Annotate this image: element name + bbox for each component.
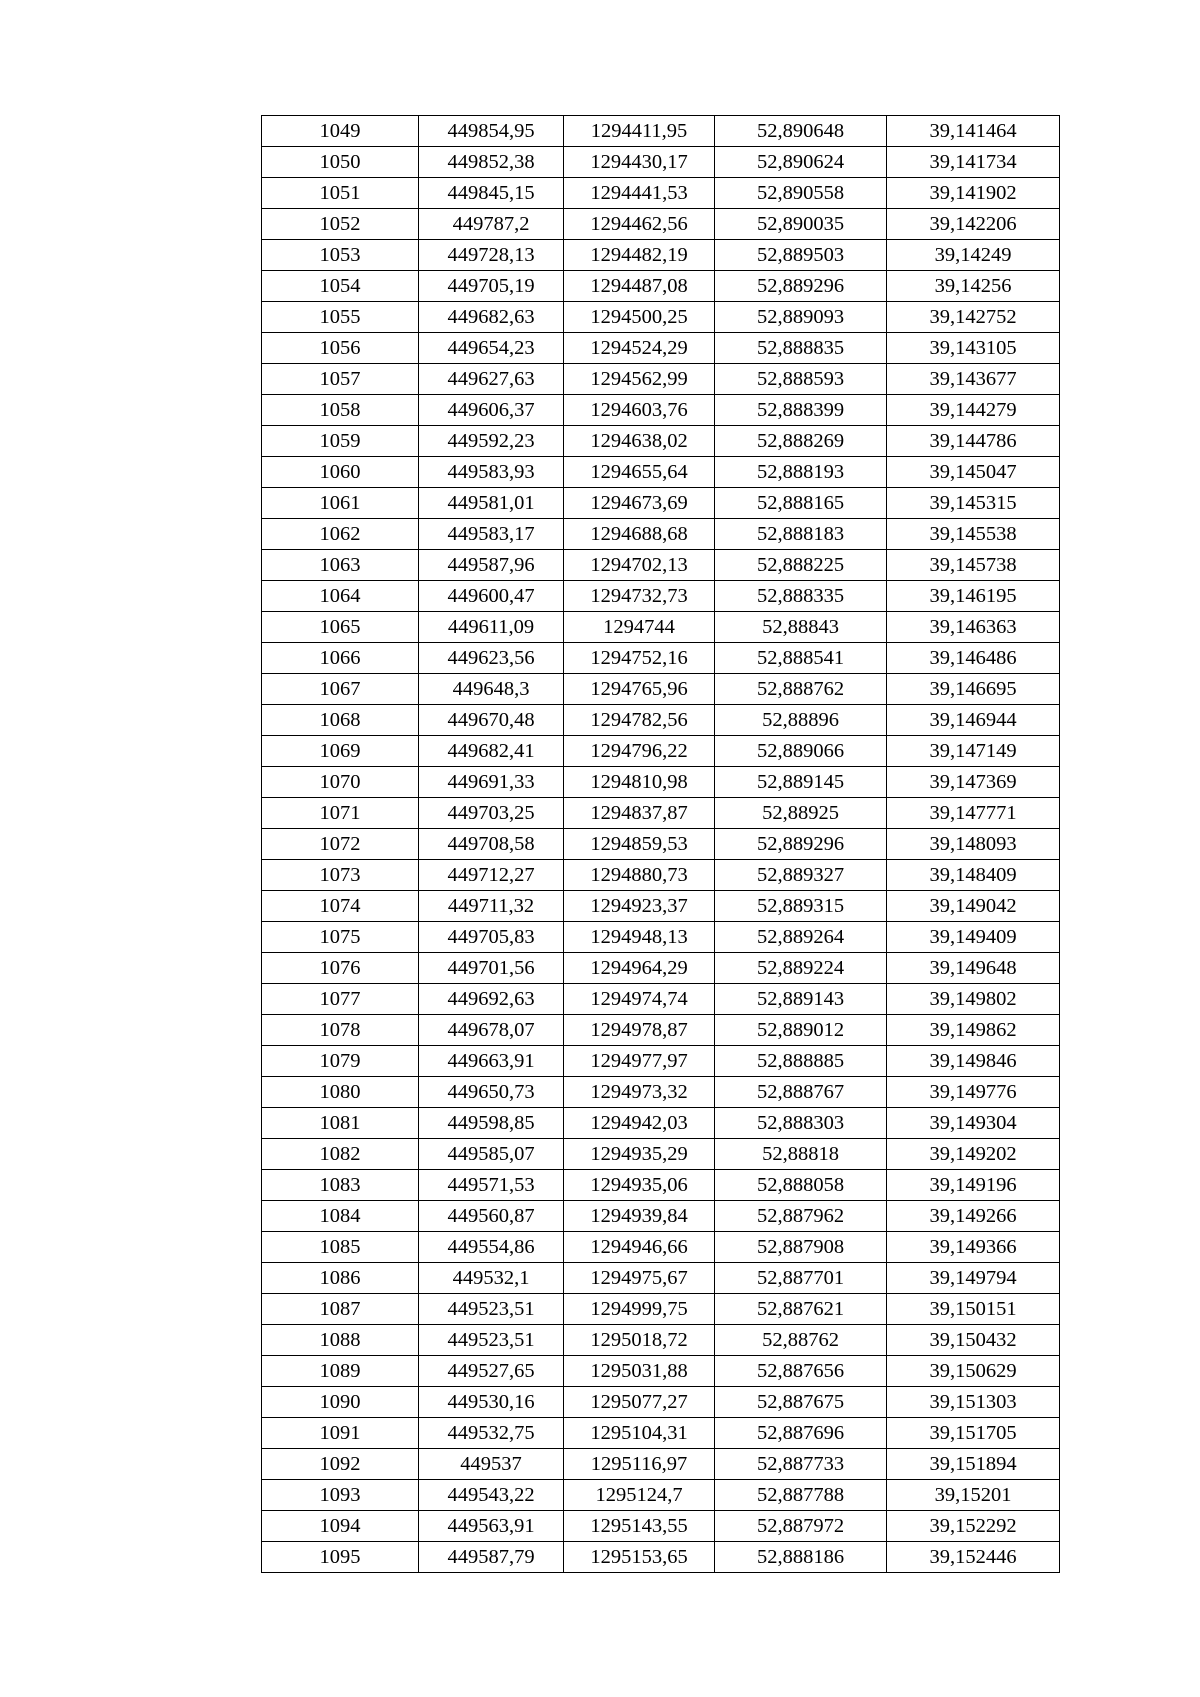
point-number-cell: 1092 xyxy=(262,1449,419,1480)
table-row xyxy=(262,178,1060,209)
point-number-cell: 1094 xyxy=(262,1511,419,1542)
y-coordinate-cell: 1294441,53 xyxy=(564,178,715,209)
x-coordinate-cell: 449678,07 xyxy=(419,1015,564,1046)
x-coordinate-cell: 449670,48 xyxy=(419,705,564,736)
point-number-cell: 1079 xyxy=(262,1046,419,1077)
latitude-cell: 52,889296 xyxy=(715,271,887,302)
y-coordinate-cell: 1294487,08 xyxy=(564,271,715,302)
x-coordinate-cell: 449543,22 xyxy=(419,1480,564,1511)
y-coordinate-cell: 1294688,68 xyxy=(564,519,715,550)
latitude-cell: 52,888193 xyxy=(715,457,887,488)
x-coordinate-cell: 449845,15 xyxy=(419,178,564,209)
x-coordinate-cell: 449708,58 xyxy=(419,829,564,860)
longitude-cell: 39,145538 xyxy=(887,519,1060,550)
longitude-cell: 39,141734 xyxy=(887,147,1060,178)
table-row xyxy=(262,1418,1060,1449)
latitude-cell: 52,890624 xyxy=(715,147,887,178)
x-coordinate-cell: 449583,93 xyxy=(419,457,564,488)
y-coordinate-cell: 1294964,29 xyxy=(564,953,715,984)
point-number-cell: 1057 xyxy=(262,364,419,395)
table-row xyxy=(262,1480,1060,1511)
latitude-cell: 52,888335 xyxy=(715,581,887,612)
y-coordinate-cell: 1294946,66 xyxy=(564,1232,715,1263)
latitude-cell: 52,888186 xyxy=(715,1542,887,1573)
latitude-cell: 52,88843 xyxy=(715,612,887,643)
x-coordinate-cell: 449682,63 xyxy=(419,302,564,333)
longitude-cell: 39,14249 xyxy=(887,240,1060,271)
table-row xyxy=(262,147,1060,178)
point-number-cell: 1059 xyxy=(262,426,419,457)
latitude-cell: 52,887962 xyxy=(715,1201,887,1232)
longitude-cell: 39,145315 xyxy=(887,488,1060,519)
y-coordinate-cell: 1294974,74 xyxy=(564,984,715,1015)
x-coordinate-cell: 449611,09 xyxy=(419,612,564,643)
y-coordinate-cell: 1294978,87 xyxy=(564,1015,715,1046)
latitude-cell: 52,88818 xyxy=(715,1139,887,1170)
longitude-cell: 39,146486 xyxy=(887,643,1060,674)
table-row xyxy=(262,1449,1060,1480)
y-coordinate-cell: 1294837,87 xyxy=(564,798,715,829)
table-row xyxy=(262,581,1060,612)
latitude-cell: 52,88896 xyxy=(715,705,887,736)
table-row xyxy=(262,488,1060,519)
longitude-cell: 39,146363 xyxy=(887,612,1060,643)
x-coordinate-cell: 449587,79 xyxy=(419,1542,564,1573)
y-coordinate-cell: 1294482,19 xyxy=(564,240,715,271)
point-number-cell: 1064 xyxy=(262,581,419,612)
table-row xyxy=(262,426,1060,457)
latitude-cell: 52,889327 xyxy=(715,860,887,891)
longitude-cell: 39,149409 xyxy=(887,922,1060,953)
x-coordinate-cell: 449787,2 xyxy=(419,209,564,240)
y-coordinate-cell: 1294603,76 xyxy=(564,395,715,426)
y-coordinate-cell: 1294948,13 xyxy=(564,922,715,953)
y-coordinate-cell: 1294935,06 xyxy=(564,1170,715,1201)
table-row xyxy=(262,1046,1060,1077)
point-number-cell: 1052 xyxy=(262,209,419,240)
latitude-cell: 52,889012 xyxy=(715,1015,887,1046)
longitude-cell: 39,149648 xyxy=(887,953,1060,984)
y-coordinate-cell: 1294977,97 xyxy=(564,1046,715,1077)
y-coordinate-cell: 1295143,55 xyxy=(564,1511,715,1542)
table-row xyxy=(262,891,1060,922)
longitude-cell: 39,152446 xyxy=(887,1542,1060,1573)
point-number-cell: 1062 xyxy=(262,519,419,550)
latitude-cell: 52,888767 xyxy=(715,1077,887,1108)
longitude-cell: 39,143677 xyxy=(887,364,1060,395)
latitude-cell: 52,888399 xyxy=(715,395,887,426)
point-number-cell: 1089 xyxy=(262,1356,419,1387)
longitude-cell: 39,145738 xyxy=(887,550,1060,581)
x-coordinate-cell: 449537 xyxy=(419,1449,564,1480)
point-number-cell: 1055 xyxy=(262,302,419,333)
x-coordinate-cell: 449648,3 xyxy=(419,674,564,705)
x-coordinate-cell: 449712,27 xyxy=(419,860,564,891)
longitude-cell: 39,144786 xyxy=(887,426,1060,457)
y-coordinate-cell: 1294562,99 xyxy=(564,364,715,395)
latitude-cell: 52,887621 xyxy=(715,1294,887,1325)
latitude-cell: 52,887701 xyxy=(715,1263,887,1294)
latitude-cell: 52,887733 xyxy=(715,1449,887,1480)
latitude-cell: 52,889093 xyxy=(715,302,887,333)
x-coordinate-cell: 449691,33 xyxy=(419,767,564,798)
table-row xyxy=(262,1325,1060,1356)
latitude-cell: 52,888835 xyxy=(715,333,887,364)
point-number-cell: 1090 xyxy=(262,1387,419,1418)
table-row xyxy=(262,519,1060,550)
latitude-cell: 52,888183 xyxy=(715,519,887,550)
latitude-cell: 52,88925 xyxy=(715,798,887,829)
longitude-cell: 39,149366 xyxy=(887,1232,1060,1263)
longitude-cell: 39,149304 xyxy=(887,1108,1060,1139)
y-coordinate-cell: 1295104,31 xyxy=(564,1418,715,1449)
point-number-cell: 1083 xyxy=(262,1170,419,1201)
x-coordinate-cell: 449583,17 xyxy=(419,519,564,550)
longitude-cell: 39,146195 xyxy=(887,581,1060,612)
point-number-cell: 1051 xyxy=(262,178,419,209)
table-row xyxy=(262,1201,1060,1232)
point-number-cell: 1058 xyxy=(262,395,419,426)
y-coordinate-cell: 1295153,65 xyxy=(564,1542,715,1573)
y-coordinate-cell: 1294859,53 xyxy=(564,829,715,860)
latitude-cell: 52,888541 xyxy=(715,643,887,674)
table-row xyxy=(262,1542,1060,1573)
coordinates-table xyxy=(261,115,1060,1573)
longitude-cell: 39,149794 xyxy=(887,1263,1060,1294)
y-coordinate-cell: 1295077,27 xyxy=(564,1387,715,1418)
point-number-cell: 1095 xyxy=(262,1542,419,1573)
latitude-cell: 52,888885 xyxy=(715,1046,887,1077)
y-coordinate-cell: 1294975,67 xyxy=(564,1263,715,1294)
latitude-cell: 52,88762 xyxy=(715,1325,887,1356)
y-coordinate-cell: 1294880,73 xyxy=(564,860,715,891)
latitude-cell: 52,887656 xyxy=(715,1356,887,1387)
latitude-cell: 52,888303 xyxy=(715,1108,887,1139)
y-coordinate-cell: 1294796,22 xyxy=(564,736,715,767)
table-row xyxy=(262,705,1060,736)
y-coordinate-cell: 1295124,7 xyxy=(564,1480,715,1511)
x-coordinate-cell: 449600,47 xyxy=(419,581,564,612)
longitude-cell: 39,149776 xyxy=(887,1077,1060,1108)
table-row xyxy=(262,860,1060,891)
latitude-cell: 52,889066 xyxy=(715,736,887,767)
longitude-cell: 39,146695 xyxy=(887,674,1060,705)
table-row xyxy=(262,612,1060,643)
longitude-cell: 39,149202 xyxy=(887,1139,1060,1170)
x-coordinate-cell: 449532,1 xyxy=(419,1263,564,1294)
point-number-cell: 1065 xyxy=(262,612,419,643)
latitude-cell: 52,890035 xyxy=(715,209,887,240)
x-coordinate-cell: 449703,25 xyxy=(419,798,564,829)
longitude-cell: 39,14256 xyxy=(887,271,1060,302)
point-number-cell: 1086 xyxy=(262,1263,419,1294)
y-coordinate-cell: 1294524,29 xyxy=(564,333,715,364)
y-coordinate-cell: 1294411,95 xyxy=(564,116,715,147)
longitude-cell: 39,141902 xyxy=(887,178,1060,209)
x-coordinate-cell: 449530,16 xyxy=(419,1387,564,1418)
table-row xyxy=(262,1263,1060,1294)
point-number-cell: 1093 xyxy=(262,1480,419,1511)
y-coordinate-cell: 1294923,37 xyxy=(564,891,715,922)
x-coordinate-cell: 449682,41 xyxy=(419,736,564,767)
x-coordinate-cell: 449692,63 xyxy=(419,984,564,1015)
latitude-cell: 52,888269 xyxy=(715,426,887,457)
y-coordinate-cell: 1294655,64 xyxy=(564,457,715,488)
latitude-cell: 52,888593 xyxy=(715,364,887,395)
point-number-cell: 1074 xyxy=(262,891,419,922)
x-coordinate-cell: 449705,19 xyxy=(419,271,564,302)
latitude-cell: 52,889264 xyxy=(715,922,887,953)
latitude-cell: 52,889145 xyxy=(715,767,887,798)
latitude-cell: 52,888225 xyxy=(715,550,887,581)
longitude-cell: 39,151894 xyxy=(887,1449,1060,1480)
latitude-cell: 52,889143 xyxy=(715,984,887,1015)
latitude-cell: 52,888762 xyxy=(715,674,887,705)
table-row xyxy=(262,302,1060,333)
table-row xyxy=(262,271,1060,302)
longitude-cell: 39,147149 xyxy=(887,736,1060,767)
y-coordinate-cell: 1294765,96 xyxy=(564,674,715,705)
x-coordinate-cell: 449663,91 xyxy=(419,1046,564,1077)
y-coordinate-cell: 1295116,97 xyxy=(564,1449,715,1480)
longitude-cell: 39,150629 xyxy=(887,1356,1060,1387)
longitude-cell: 39,151705 xyxy=(887,1418,1060,1449)
x-coordinate-cell: 449650,73 xyxy=(419,1077,564,1108)
longitude-cell: 39,152292 xyxy=(887,1511,1060,1542)
point-number-cell: 1050 xyxy=(262,147,419,178)
table-row xyxy=(262,1387,1060,1418)
latitude-cell: 52,887788 xyxy=(715,1480,887,1511)
longitude-cell: 39,148093 xyxy=(887,829,1060,860)
longitude-cell: 39,146944 xyxy=(887,705,1060,736)
longitude-cell: 39,149266 xyxy=(887,1201,1060,1232)
table-row xyxy=(262,1232,1060,1263)
point-number-cell: 1070 xyxy=(262,767,419,798)
point-number-cell: 1078 xyxy=(262,1015,419,1046)
y-coordinate-cell: 1294500,25 xyxy=(564,302,715,333)
point-number-cell: 1053 xyxy=(262,240,419,271)
longitude-cell: 39,149042 xyxy=(887,891,1060,922)
y-coordinate-cell: 1294744 xyxy=(564,612,715,643)
x-coordinate-cell: 449581,01 xyxy=(419,488,564,519)
point-number-cell: 1082 xyxy=(262,1139,419,1170)
point-number-cell: 1080 xyxy=(262,1077,419,1108)
y-coordinate-cell: 1294638,02 xyxy=(564,426,715,457)
longitude-cell: 39,142206 xyxy=(887,209,1060,240)
longitude-cell: 39,147771 xyxy=(887,798,1060,829)
longitude-cell: 39,144279 xyxy=(887,395,1060,426)
x-coordinate-cell: 449711,32 xyxy=(419,891,564,922)
table-row xyxy=(262,1015,1060,1046)
table-row xyxy=(262,922,1060,953)
latitude-cell: 52,888165 xyxy=(715,488,887,519)
table-row xyxy=(262,767,1060,798)
x-coordinate-cell: 449554,86 xyxy=(419,1232,564,1263)
point-number-cell: 1068 xyxy=(262,705,419,736)
point-number-cell: 1072 xyxy=(262,829,419,860)
latitude-cell: 52,890648 xyxy=(715,116,887,147)
y-coordinate-cell: 1294430,17 xyxy=(564,147,715,178)
y-coordinate-cell: 1294673,69 xyxy=(564,488,715,519)
point-number-cell: 1091 xyxy=(262,1418,419,1449)
table-row xyxy=(262,1511,1060,1542)
point-number-cell: 1049 xyxy=(262,116,419,147)
table-row xyxy=(262,209,1060,240)
x-coordinate-cell: 449592,23 xyxy=(419,426,564,457)
point-number-cell: 1067 xyxy=(262,674,419,705)
table-row xyxy=(262,984,1060,1015)
point-number-cell: 1077 xyxy=(262,984,419,1015)
y-coordinate-cell: 1294939,84 xyxy=(564,1201,715,1232)
y-coordinate-cell: 1294782,56 xyxy=(564,705,715,736)
table-row xyxy=(262,798,1060,829)
point-number-cell: 1069 xyxy=(262,736,419,767)
y-coordinate-cell: 1294810,98 xyxy=(564,767,715,798)
table-row xyxy=(262,736,1060,767)
x-coordinate-cell: 449705,83 xyxy=(419,922,564,953)
longitude-cell: 39,150151 xyxy=(887,1294,1060,1325)
y-coordinate-cell: 1294732,73 xyxy=(564,581,715,612)
point-number-cell: 1084 xyxy=(262,1201,419,1232)
point-number-cell: 1087 xyxy=(262,1294,419,1325)
x-coordinate-cell: 449571,53 xyxy=(419,1170,564,1201)
x-coordinate-cell: 449527,65 xyxy=(419,1356,564,1387)
latitude-cell: 52,887908 xyxy=(715,1232,887,1263)
latitude-cell: 52,887675 xyxy=(715,1387,887,1418)
x-coordinate-cell: 449627,63 xyxy=(419,364,564,395)
x-coordinate-cell: 449606,37 xyxy=(419,395,564,426)
x-coordinate-cell: 449523,51 xyxy=(419,1325,564,1356)
longitude-cell: 39,149196 xyxy=(887,1170,1060,1201)
table-row xyxy=(262,1139,1060,1170)
point-number-cell: 1063 xyxy=(262,550,419,581)
table-row xyxy=(262,829,1060,860)
longitude-cell: 39,149846 xyxy=(887,1046,1060,1077)
y-coordinate-cell: 1295018,72 xyxy=(564,1325,715,1356)
x-coordinate-cell: 449532,75 xyxy=(419,1418,564,1449)
longitude-cell: 39,15201 xyxy=(887,1480,1060,1511)
table-row xyxy=(262,1356,1060,1387)
x-coordinate-cell: 449598,85 xyxy=(419,1108,564,1139)
point-number-cell: 1088 xyxy=(262,1325,419,1356)
y-coordinate-cell: 1294935,29 xyxy=(564,1139,715,1170)
table-row xyxy=(262,674,1060,705)
latitude-cell: 52,890558 xyxy=(715,178,887,209)
point-number-cell: 1056 xyxy=(262,333,419,364)
x-coordinate-cell: 449585,07 xyxy=(419,1139,564,1170)
longitude-cell: 39,149862 xyxy=(887,1015,1060,1046)
x-coordinate-cell: 449852,38 xyxy=(419,147,564,178)
table-row xyxy=(262,1170,1060,1201)
x-coordinate-cell: 449623,56 xyxy=(419,643,564,674)
point-number-cell: 1061 xyxy=(262,488,419,519)
latitude-cell: 52,889224 xyxy=(715,953,887,984)
table-row xyxy=(262,1294,1060,1325)
point-number-cell: 1085 xyxy=(262,1232,419,1263)
latitude-cell: 52,889315 xyxy=(715,891,887,922)
point-number-cell: 1060 xyxy=(262,457,419,488)
table-row xyxy=(262,953,1060,984)
table-row xyxy=(262,550,1060,581)
latitude-cell: 52,889503 xyxy=(715,240,887,271)
table-row xyxy=(262,1077,1060,1108)
point-number-cell: 1081 xyxy=(262,1108,419,1139)
longitude-cell: 39,147369 xyxy=(887,767,1060,798)
longitude-cell: 39,141464 xyxy=(887,116,1060,147)
x-coordinate-cell: 449563,91 xyxy=(419,1511,564,1542)
longitude-cell: 39,151303 xyxy=(887,1387,1060,1418)
table-row xyxy=(262,116,1060,147)
latitude-cell: 52,889296 xyxy=(715,829,887,860)
table-row xyxy=(262,643,1060,674)
y-coordinate-cell: 1294999,75 xyxy=(564,1294,715,1325)
x-coordinate-cell: 449728,13 xyxy=(419,240,564,271)
x-coordinate-cell: 449654,23 xyxy=(419,333,564,364)
longitude-cell: 39,148409 xyxy=(887,860,1060,891)
latitude-cell: 52,888058 xyxy=(715,1170,887,1201)
x-coordinate-cell: 449523,51 xyxy=(419,1294,564,1325)
y-coordinate-cell: 1294752,16 xyxy=(564,643,715,674)
table-row xyxy=(262,364,1060,395)
latitude-cell: 52,887696 xyxy=(715,1418,887,1449)
y-coordinate-cell: 1294702,13 xyxy=(564,550,715,581)
table-row xyxy=(262,395,1060,426)
y-coordinate-cell: 1294942,03 xyxy=(564,1108,715,1139)
y-coordinate-cell: 1294462,56 xyxy=(564,209,715,240)
y-coordinate-cell: 1295031,88 xyxy=(564,1356,715,1387)
point-number-cell: 1075 xyxy=(262,922,419,953)
coordinates-table-body xyxy=(262,116,1060,1573)
point-number-cell: 1076 xyxy=(262,953,419,984)
table-row xyxy=(262,333,1060,364)
y-coordinate-cell: 1294973,32 xyxy=(564,1077,715,1108)
longitude-cell: 39,143105 xyxy=(887,333,1060,364)
point-number-cell: 1054 xyxy=(262,271,419,302)
table-row xyxy=(262,457,1060,488)
x-coordinate-cell: 449560,87 xyxy=(419,1201,564,1232)
point-number-cell: 1071 xyxy=(262,798,419,829)
longitude-cell: 39,142752 xyxy=(887,302,1060,333)
point-number-cell: 1073 xyxy=(262,860,419,891)
point-number-cell: 1066 xyxy=(262,643,419,674)
longitude-cell: 39,145047 xyxy=(887,457,1060,488)
table-row xyxy=(262,1108,1060,1139)
longitude-cell: 39,150432 xyxy=(887,1325,1060,1356)
longitude-cell: 39,149802 xyxy=(887,984,1060,1015)
latitude-cell: 52,887972 xyxy=(715,1511,887,1542)
table-row xyxy=(262,240,1060,271)
x-coordinate-cell: 449854,95 xyxy=(419,116,564,147)
x-coordinate-cell: 449701,56 xyxy=(419,953,564,984)
x-coordinate-cell: 449587,96 xyxy=(419,550,564,581)
